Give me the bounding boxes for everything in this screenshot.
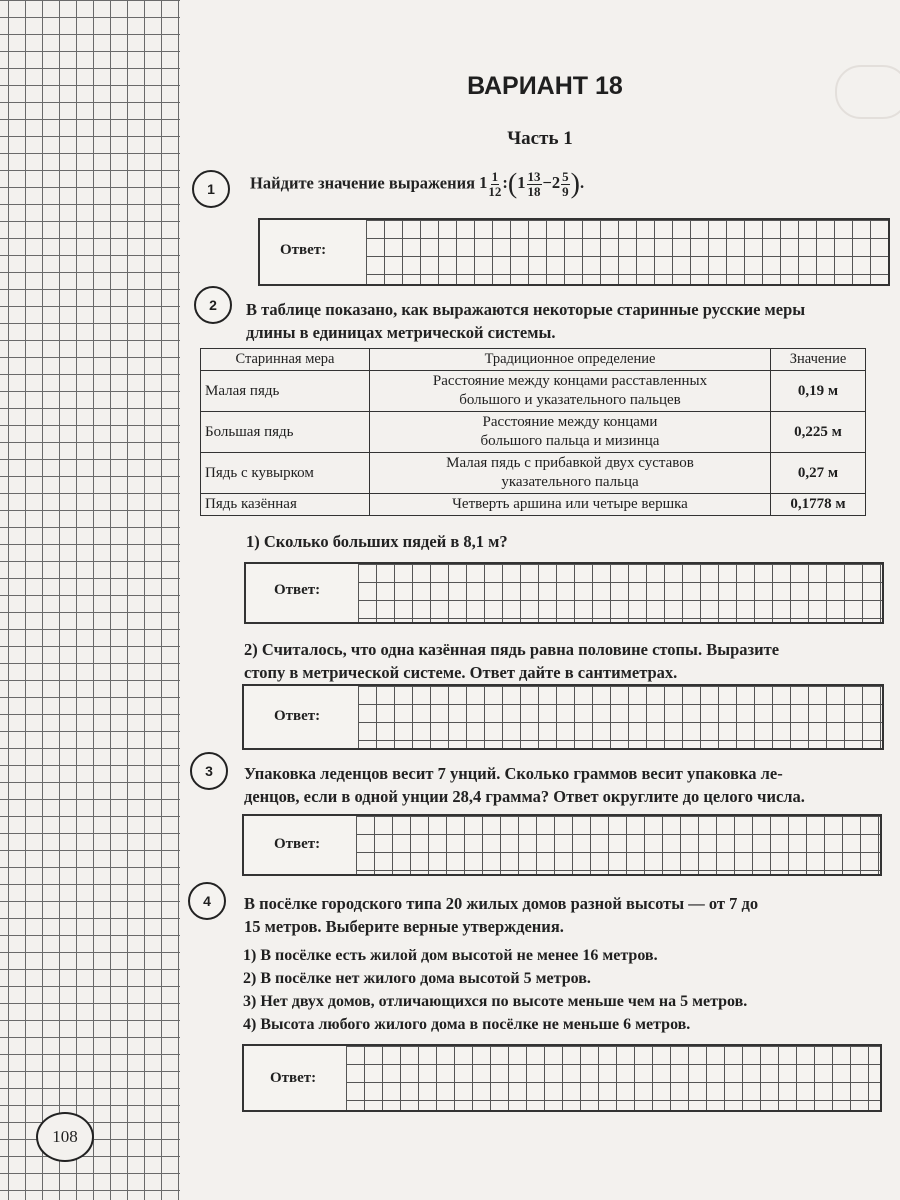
expr-fraction	[488, 170, 501, 199]
expr-whole: 1	[517, 173, 526, 193]
fraction-numerator: 13	[527, 169, 541, 184]
expr-end: .	[579, 173, 585, 193]
measure-value: 0,225 м	[771, 412, 866, 453]
question-1-text	[250, 170, 670, 199]
table-header: Традиционное определение	[370, 349, 771, 371]
fraction-denominator: 9	[562, 184, 569, 199]
table-header: Значение	[771, 349, 866, 371]
table-row	[201, 453, 866, 494]
definition-line: указательного пальца	[501, 474, 639, 490]
answer-cells[interactable]	[358, 686, 882, 748]
definition-line: большого пальца и мизинца	[480, 433, 660, 449]
definition-line: Малая пядь с прибавкой двух суставов	[446, 455, 694, 471]
expr-fraction	[561, 170, 570, 199]
question-2-sub1: 1) Сколько больших пядей в 8,1 м?	[246, 532, 508, 551]
answer-label: Ответ:	[274, 708, 321, 724]
part-title: Часть 1	[507, 128, 573, 149]
option-item: 2) В посёлке нет жилого дома высотой 5 метров.	[243, 970, 591, 987]
expr-whole: 2	[551, 173, 561, 193]
table-row	[201, 412, 866, 453]
fraction-numerator: 1	[491, 169, 499, 184]
measure-definition	[370, 453, 771, 494]
table-header-row	[201, 349, 866, 371]
answer-label: Ответ:	[270, 1070, 317, 1086]
question-3-line: денцов, если в одной унции 28,4 грамма? Ответ округлите до целого числа.	[244, 787, 805, 806]
question-3-text	[244, 762, 888, 808]
answer-box-3[interactable]	[242, 814, 882, 876]
question-4-text	[244, 892, 888, 938]
table-row	[201, 371, 866, 412]
question-number-4: 4	[188, 882, 226, 920]
answer-box-2b[interactable]	[242, 684, 884, 750]
measure-definition	[370, 371, 771, 412]
question-2-sub2	[244, 638, 884, 684]
question-1-prompt: Найдите значение выражения	[250, 173, 476, 193]
question-3-line: Упаковка леденцов весит 7 унций. Сколько граммов весит упаковка ле-	[244, 764, 783, 783]
measure-name: Малая пядь	[201, 371, 370, 412]
measure-value: 0,19 м	[771, 371, 866, 412]
answer-cells[interactable]	[366, 220, 888, 284]
fraction-denominator: 18	[527, 184, 541, 199]
question-number-1: 1	[192, 170, 230, 208]
measure-definition: Четверть аршина или четыре вершка	[370, 494, 771, 516]
fraction-numerator: 5	[562, 169, 569, 184]
answer-cells[interactable]	[346, 1046, 880, 1110]
show-through-mark	[835, 65, 900, 119]
measure-value: 0,27 м	[771, 453, 866, 494]
question-4-options	[243, 944, 747, 1036]
answer-label: Ответ:	[274, 582, 321, 598]
open-paren: (	[507, 169, 518, 200]
measures-table	[200, 348, 866, 516]
question-4-line: В посёлке городского типа 20 жилых домов разной высоты — от 7 до	[244, 894, 759, 913]
measure-value: 0,1778 м	[771, 494, 866, 516]
answer-box-4[interactable]	[242, 1044, 882, 1112]
expr-fraction	[527, 170, 542, 199]
expression	[479, 169, 585, 200]
option-item: 1) В посёлке есть жилой дом высотой не менее 16 метров.	[243, 947, 658, 964]
margin-grid	[0, 0, 180, 1200]
table-row	[201, 494, 866, 516]
question-4-line: 15 метров. Выберите верные утверждения.	[244, 917, 564, 936]
expr-whole: 1	[479, 173, 488, 193]
measure-name: Большая пядь	[201, 412, 370, 453]
definition-line: Расстояние между концами расставленных	[432, 373, 708, 389]
page-number: 108	[36, 1112, 94, 1162]
close-paren: )	[570, 169, 580, 200]
option-item: 4) Высота любого жилого дома в посёлке не меньше 6 метров.	[243, 1016, 691, 1033]
answer-label: Ответ:	[274, 836, 321, 852]
question-number-2: 2	[194, 286, 232, 324]
answer-label: Ответ:	[280, 242, 327, 258]
question-2-sub2-line: стопу в метрической системе. Ответ дайте в сантиметрах.	[244, 663, 678, 682]
definition-line: Расстояние между концами	[482, 414, 658, 430]
expr-operator: :	[502, 173, 508, 193]
table-header: Старинная мера	[201, 349, 370, 371]
answer-box-2a[interactable]	[244, 562, 884, 624]
question-2-intro-line: В таблице показано, как выражаются некоторые старинные русские меры	[246, 300, 806, 319]
question-2-intro	[246, 298, 886, 344]
answer-box-1[interactable]	[258, 218, 890, 286]
measure-name: Пядь с кувырком	[201, 453, 370, 494]
definition-line: большого и указательного пальцев	[459, 392, 681, 408]
fraction-denominator: 12	[488, 184, 502, 199]
question-2-sub2-line: 2) Считалось, что одна казённая пядь равна половине стопы. Выразите	[244, 640, 780, 659]
question-2-intro-line: длины в единицах метрической системы.	[246, 323, 556, 342]
question-number-3: 3	[190, 752, 228, 790]
measure-name: Пядь казённая	[201, 494, 370, 516]
answer-cells[interactable]	[358, 564, 882, 622]
variant-title: ВАРИАНТ 18	[467, 72, 623, 100]
expr-operator: −	[542, 173, 552, 193]
measure-definition	[370, 412, 771, 453]
option-item: 3) Нет двух домов, отличающихся по высоте меньше чем на 5 метров.	[243, 993, 748, 1010]
answer-cells[interactable]	[356, 816, 880, 874]
